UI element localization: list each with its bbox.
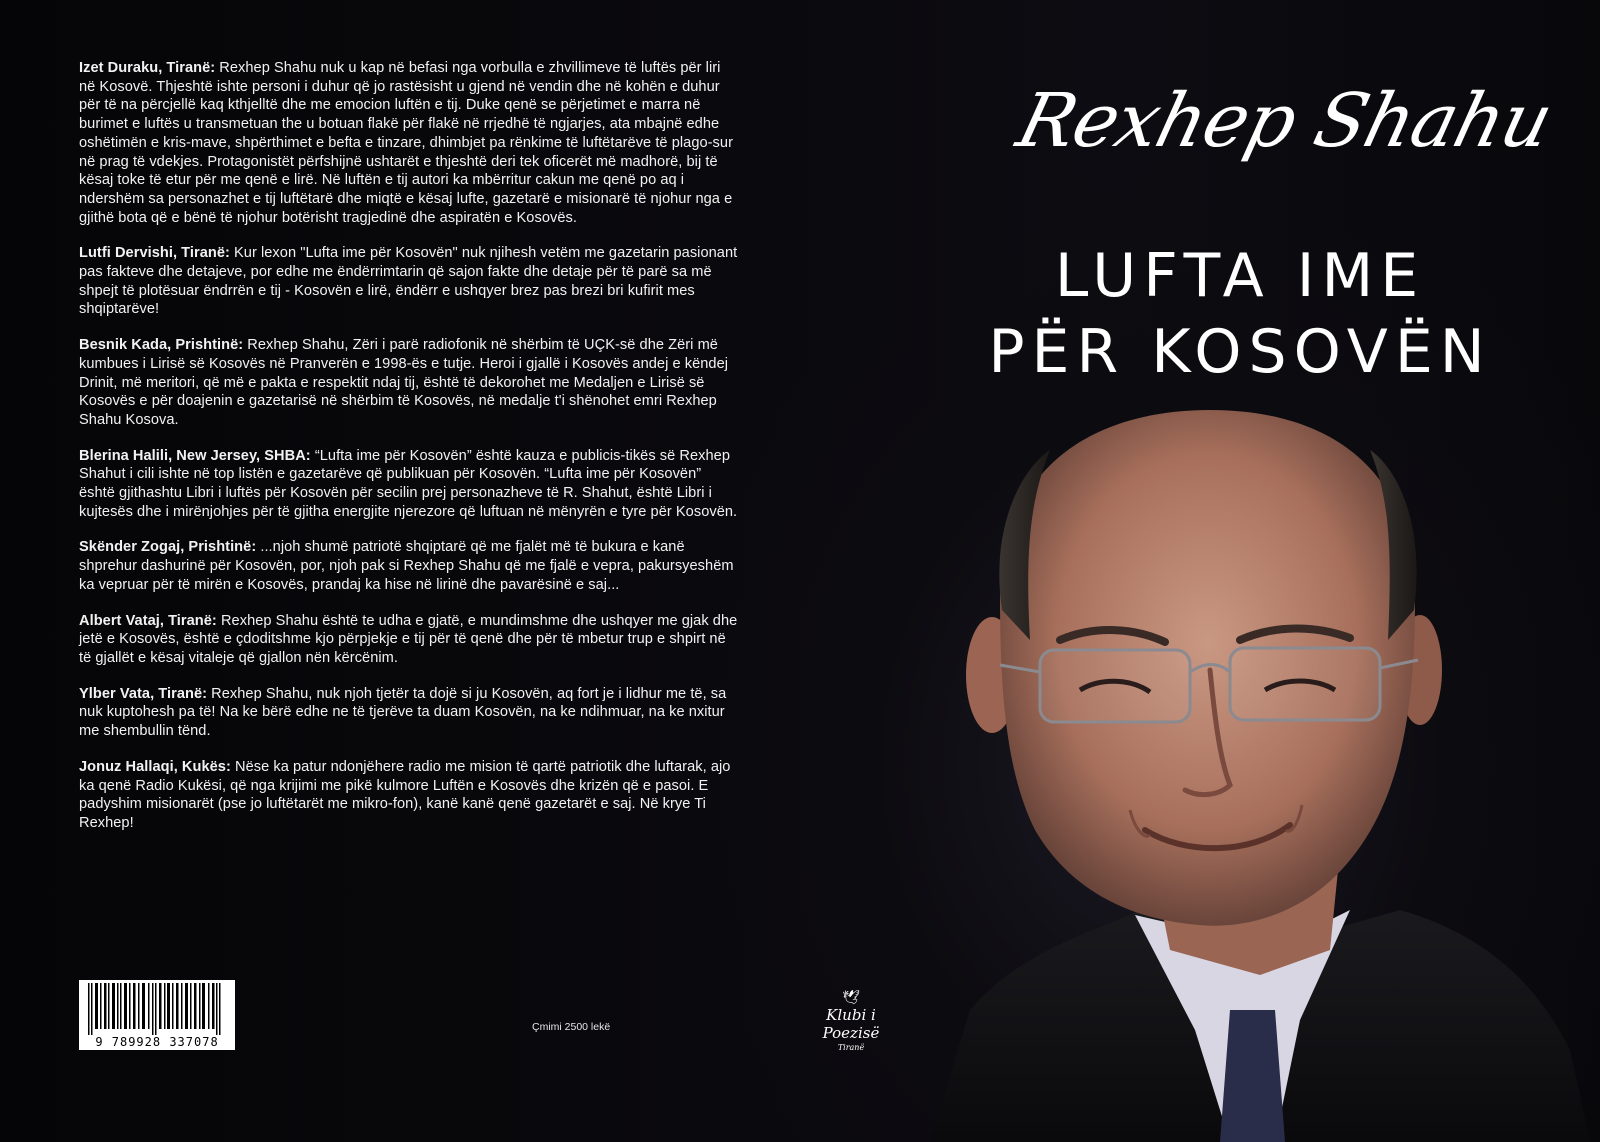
isbn-barcode (79, 980, 235, 1050)
quote-text: Rexhep Shahu është te udha e gjatë, e mundimshme dhe ushqyer me gjak dhe jetë e Kosovës, është e çdoditshme kjo përpjekje e tij për të qenë dhe për të mbetur trup e shpirt në të gjallët e kësaj vitaleje që gjallon nën kërcënim. (79, 612, 738, 666)
author-portrait (930, 410, 1590, 1142)
quote (79, 685, 739, 741)
price-label: Çmimi 2500 lekë (532, 1021, 611, 1033)
quote-text: Kur lexon "Lufta ime për Kosovën" nuk njihesh vetëm me gazetarin pasionant pas fakteve dhe detajeve, por edhe me ëndërrimtarin që sajon fakte dhe detaje për të parë sa më shpejt të plotësuar ëndrrën e tij - Kosovën e lirë, ëndërr e ushqyer brez pas brezi bri kufirit mes shqiptarëve! (79, 245, 738, 318)
quote-author: Lutfi Dervishi, Tiranë: (79, 245, 230, 262)
quote-author: Blerina Halili, New Jersey, SHBA: (79, 447, 311, 464)
publisher-city: Tiranë (837, 1043, 865, 1052)
quote-text: Rexhep Shahu nuk u kap në befasi nga vorbulla e zhvillimeve të luftës për liri në Kosovë. Thjeshtë ishte personi i duhur që jo rastësisht u gjend në vendin dhe në kohën e duhur për të na përcjellë kaq kthjelltë dhe me emocion luftën e tij. Duke qenë se përjetimet e marra në burimet e luftës u transmetuan the u botuan flakë për flakë në rrjedhë të ngjarjes, ata mbajnë edhe oshëtimën e kris-mave, shpërthimet e befta e tinzare, dhimbjet pa rënkime të luftëtarëve të plago-sur në prag të vdekjes. Protagonistët përfshijnë ushtarët e thjeshtë deri tek oficerët më madhorë, bij të kësaj toke të etur për me qenë e lirë. Në luftën e tij autori ka mbërritur cakun me qenë po aq i ndershëm sa personazhet e tij luftëtarë dhe miqtë e kësaj lufte, gazetarë e misionarë të njohur nga e gjithë bota që e bënë të njohur botërisht tragjedinë dhe aspiratën e Kosovës. (79, 60, 733, 226)
quote (79, 758, 739, 833)
isbn-number: 9 789928 337078 (79, 1035, 235, 1049)
quote-author: Jonuz Hallaqi, Kukës: (79, 758, 231, 775)
quote-text: Rexhep Shahu, Zëri i parë radiofonik në shërbim të UÇK-së dhe Zëri më kumbues i Lirisë së Kosovës në Pranverën e 1998-ës e tutje. Heroi i gjallë i Kosovës andej e këndej Drinit, më meritori, që më e pakta e respektit ndaj tij, është të dekorohet me Medaljen e Lirisë së Kosovës e për doajenin e gazetarisë në shërbim të Kosovës, në medalje t'i shënohet emri Rexhep Shahu Kosova. (79, 337, 729, 428)
quote-text: Nëse ka patur ndonjëhere radio me mision të qartë patriotik dhe luftarak, ajo ka qenë Radio Kukësi, që nga krijimi me pikë kulmore Luftën e Kosovës dhe krizën që e pasoi. E padyshim misionarët (pse jo luftëtarët me mikro-fon), kanë kanë qenë gazetarët e saj. Në krye Ti Rexhep! (79, 758, 731, 831)
quote (79, 447, 739, 522)
barcode-icon (82, 983, 232, 1035)
bird-icon: 🕊 (842, 989, 860, 1005)
book-title (960, 238, 1520, 390)
book-title-line: LUFTA IME (1054, 241, 1426, 311)
quote-author: Besnik Kada, Prishtinë: (79, 337, 244, 354)
quote (79, 336, 739, 430)
quote-author: Albert Vataj, Tiranë: (79, 612, 217, 629)
quote-text: ...njoh shumë patriotë shqiptarë që me fjalët më të bukura e kanë shprehur dashurinë për Kosovën, por, njoh pak si Rexhep Shahu që me fjalë e vepra, pakursyeshëm ka vepruar për të mirën e Kosovës, prandaj ka hise në lirinë dhe pavarësinë e saj... (79, 539, 734, 593)
publisher-logo (796, 990, 906, 1052)
quote (79, 244, 739, 319)
author-signature: Rexhep Shahu (1009, 78, 1561, 164)
quote-text: “Lufta ime për Kosovën” është kauza e publicis-tikës së Rexhep Shahut i cili ishte në top listën e gazetarëve që publikuan për Kosovën. “Lufta ime për Kosovën” është gjithashtu Libri i luftës për Kosovën për secilin prej personazheve të R. Shahut, është Libri i kujtesës dhe i mirënjohjes për të gjitha energjite njerezore që luftuan në mënyrën e tyre për Kosovën. (79, 447, 738, 520)
quote (79, 538, 739, 594)
publisher-name: Klubi i Poezisë (822, 1006, 880, 1042)
quote (79, 59, 739, 227)
quote-author: Ylber Vata, Tiranë: (79, 685, 208, 702)
quote (79, 612, 739, 668)
quote-text: Rexhep Shahu, nuk njoh tjetër ta dojë si ju Kosovën, aq fort je i lidhur me të, sa nuk kuptohesh pa të! Na ke bërë edhe ne të tjerëve ta duam Kosovën, na ke ndihmuar, na ke nxitur me shembullin tënd. (79, 685, 727, 740)
book-title-line: PËR KOSOVËN (988, 317, 1492, 387)
back-cover-quotes (79, 59, 739, 850)
quote-author: Izet Duraku, Tiranë: (79, 60, 216, 76)
quote-author: Skënder Zogaj, Prishtinë: (79, 539, 257, 556)
